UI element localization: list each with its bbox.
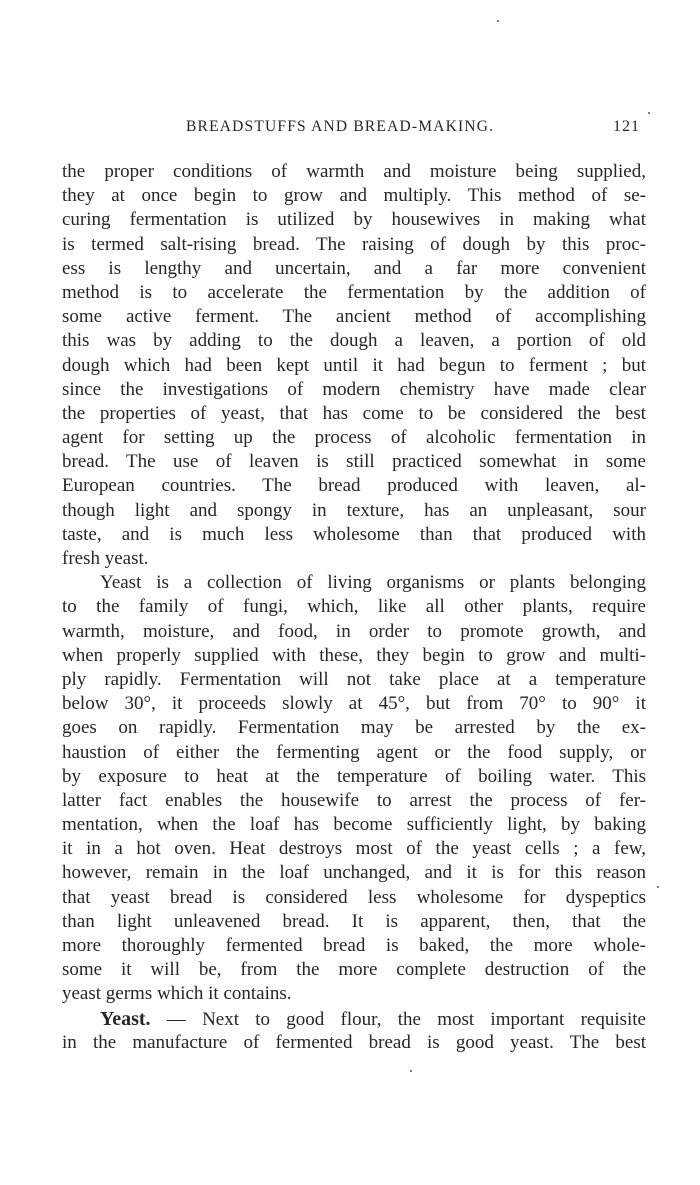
page-number: 121	[613, 118, 640, 135]
text-line: is termed salt-rising bread. The raising of dough by this proc-	[62, 233, 646, 255]
text-line: the properties of yeast, that has come to be considered the best	[62, 402, 646, 424]
text-line: since the investigations of modern chemistry have made clear	[62, 378, 646, 400]
text-line: though light and spongy in texture, has an unpleasant, sour	[62, 499, 646, 521]
text-line: fresh yeast.	[62, 548, 149, 569]
text-line: they at once begin to grow and multiply. This method of se-	[62, 185, 646, 207]
text-line: taste, and is much less wholesome than that produced with	[62, 523, 646, 545]
print-speck	[497, 20, 499, 22]
running-title: BREADSTUFFS AND BREAD-MAKING.	[186, 118, 495, 135]
text-line: bread. The use of leaven is still practiced somewhat in some	[62, 451, 646, 473]
text-line: ess is lengthy and uncertain, and a far more convenient	[62, 257, 646, 279]
text-line: it in a hot oven. Heat destroys most of the yeast cells ; a few,	[62, 838, 646, 860]
text-line: goes on rapidly. Fermentation may be arrested by the ex-	[62, 717, 646, 739]
text-line: in the manufacture of fermented bread is good yeast. The best	[62, 1031, 646, 1053]
text-line: some it will be, from the more complete destruction of the	[62, 959, 646, 981]
yeast-section-heading: Yeast.	[100, 1007, 151, 1030]
text-line: to the family of fungi, which, like all other plants, require	[62, 596, 646, 618]
print-speck	[410, 1070, 412, 1072]
text-line: dough which had been kept until it had begun to ferment ; but	[62, 354, 646, 376]
text-line: curing fermentation is utilized by housewives in making what	[62, 209, 646, 231]
text-line: method is to accelerate the fermentation by the addition of	[62, 281, 646, 303]
text-line: by exposure to heat at the temperature of boiling water. This	[62, 765, 646, 787]
text-line: the proper conditions of warmth and moisture being supplied,	[62, 161, 646, 182]
text-line: this was by adding to the dough a leaven, a portion of old	[62, 330, 646, 352]
text-line: mentation, when the loaf has become sufficiently light, by baking	[62, 814, 646, 836]
text-line: more thoroughly fermented bread is baked, the more whole-	[62, 935, 646, 956]
yeast-first-line-text: — Next to good flour, the most important requisite	[150, 1008, 646, 1030]
text-line: than light unleavened bread. It is apparent, then, that the	[62, 910, 646, 932]
text-line: when properly supplied with these, they begin to grow and multi-	[62, 644, 646, 666]
text-line: that yeast bread is considered less wholesome for dyspeptics	[62, 886, 646, 908]
text-line: agent for setting up the process of alcoholic fermentation in	[62, 427, 646, 449]
running-head	[60, 118, 646, 140]
text-line: however, remain in the loaf unchanged, and it is for this reason	[62, 862, 646, 884]
body-text	[62, 160, 646, 1055]
text-line: some active ferment. The ancient method of accomplishing	[62, 306, 646, 328]
print-speck	[657, 886, 659, 888]
text-line: warmth, moisture, and food, in order to promote growth, and	[62, 620, 646, 642]
text-line: below 30°, it proceeds slowly at 45°, but from 70° to 90° it	[62, 693, 646, 715]
text-line: ply rapidly. Fermentation will not take place at a temperature	[62, 668, 646, 690]
text-line: latter fact enables the housewife to arrest the process of fer-	[62, 789, 646, 811]
text-line: Yeast is a collection of living organisms or plants belonging	[100, 572, 646, 594]
yeast-paragraph-first-line	[62, 1007, 646, 1031]
text-line: haustion of either the fermenting agent or the food supply, or	[62, 741, 646, 763]
text-line: yeast germs which it contains.	[62, 983, 292, 1005]
text-line: European countries. The bread produced with leaven, al-	[62, 475, 646, 497]
print-speck	[648, 112, 650, 114]
